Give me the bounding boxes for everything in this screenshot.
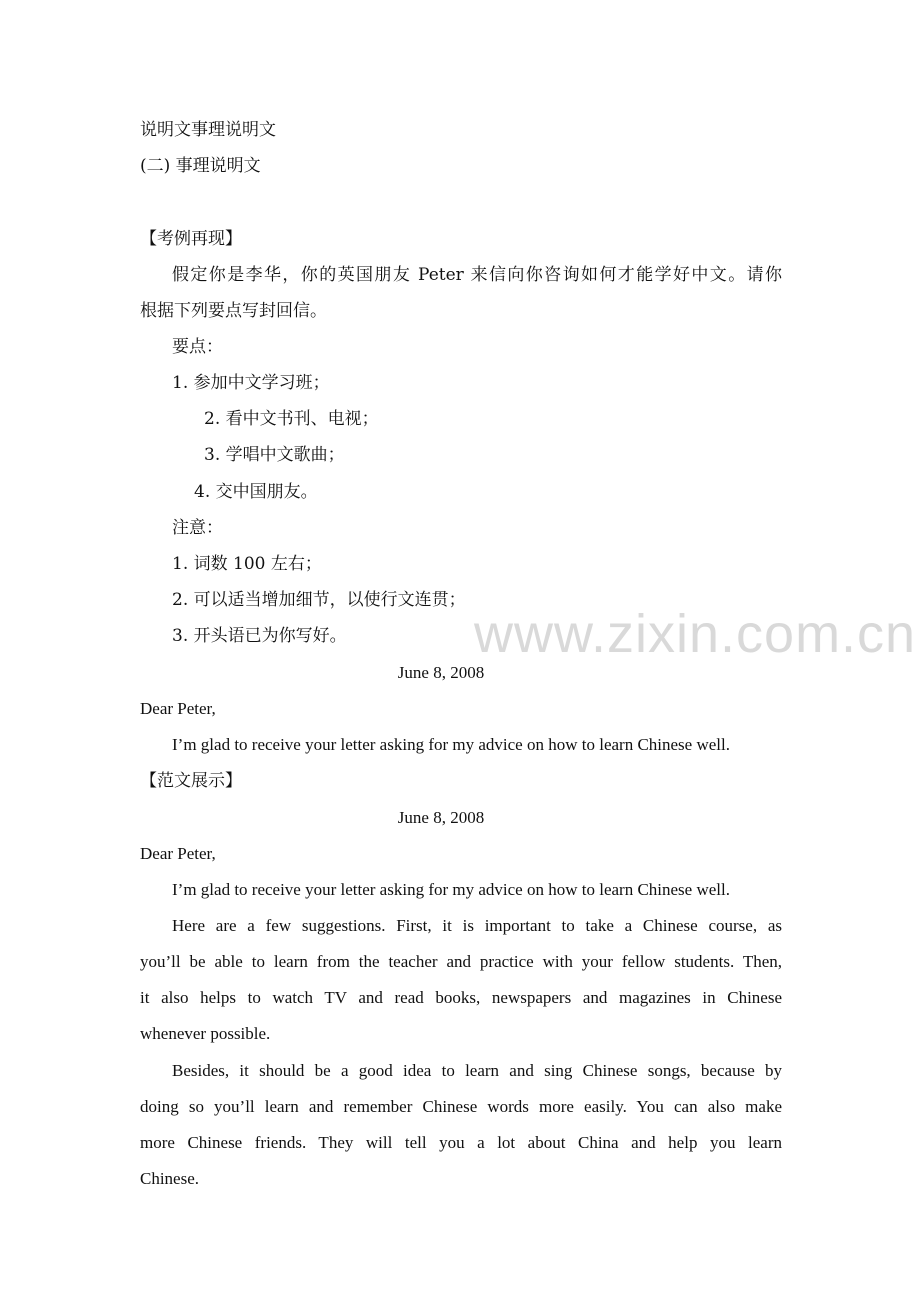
task-line-2: 根据下列要点写封回信。 <box>140 301 327 321</box>
paragraph-line: Here are a few suggestions. First, it is important to take a Chinese course, as <box>172 916 782 935</box>
points-label: 要点： <box>172 337 223 357</box>
sample-letter-opening: I’m glad to receive your letter asking for my advice on how to learn Chinese well. <box>172 880 730 899</box>
sample-letter-salutation: Dear Peter, <box>140 844 216 863</box>
note-item: 3. 开头语已为你写好。 <box>172 626 347 646</box>
notes-label: 注意： <box>172 518 223 538</box>
point-item: 3. 学唱中文歌曲； <box>204 445 345 465</box>
watermark: www.zixin.com.cn <box>474 604 917 664</box>
paragraph-line: you’ll be able to learn from the teacher and practice with your fellow students. Then, <box>140 952 782 971</box>
note-item: 2. 可以适当增加细节，以使行文连贯； <box>172 590 466 610</box>
paragraph-line: Besides, it should be a good idea to learn and sing Chinese songs, because by <box>172 1061 782 1080</box>
exam-heading: 【考例再现】 <box>140 229 242 249</box>
doc-title: 说明文事理说明文 <box>140 120 276 140</box>
sample-heading: 【范文展示】 <box>140 771 242 791</box>
prompt-letter-salutation: Dear Peter, <box>140 699 216 718</box>
section-title: (二) 事理说明文 <box>140 156 261 176</box>
paragraph-line: whenever possible. <box>140 1024 271 1043</box>
point-item: 2. 看中文书刊、电视； <box>204 409 379 429</box>
sample-letter-date: June 8, 2008 <box>397 808 485 827</box>
paragraph-line: Chinese. <box>140 1169 200 1188</box>
point-item: 4. 交中国朋友。 <box>194 482 318 502</box>
point-item: 1. 参加中文学习班； <box>172 373 330 393</box>
prompt-letter-date: June 8, 2008 <box>397 663 485 682</box>
paragraph-line: doing so you’ll learn and remember Chinese words more easily. You can also make <box>140 1097 782 1116</box>
note-item: 1. 词数 100 左右； <box>172 554 322 574</box>
paragraph-line: it also helps to watch TV and read books, newspapers and magazines in Chinese <box>140 988 782 1007</box>
paragraph-line: more Chinese friends. They will tell you a lot about China and help you learn <box>140 1133 782 1152</box>
task-line-1: 假定你是李华，你的英国朋友 Peter 来信向你咨询如何才能学好中文。请你 <box>172 265 782 285</box>
prompt-letter-opening: I’m glad to receive your letter asking for my advice on how to learn Chinese well. <box>172 735 730 754</box>
